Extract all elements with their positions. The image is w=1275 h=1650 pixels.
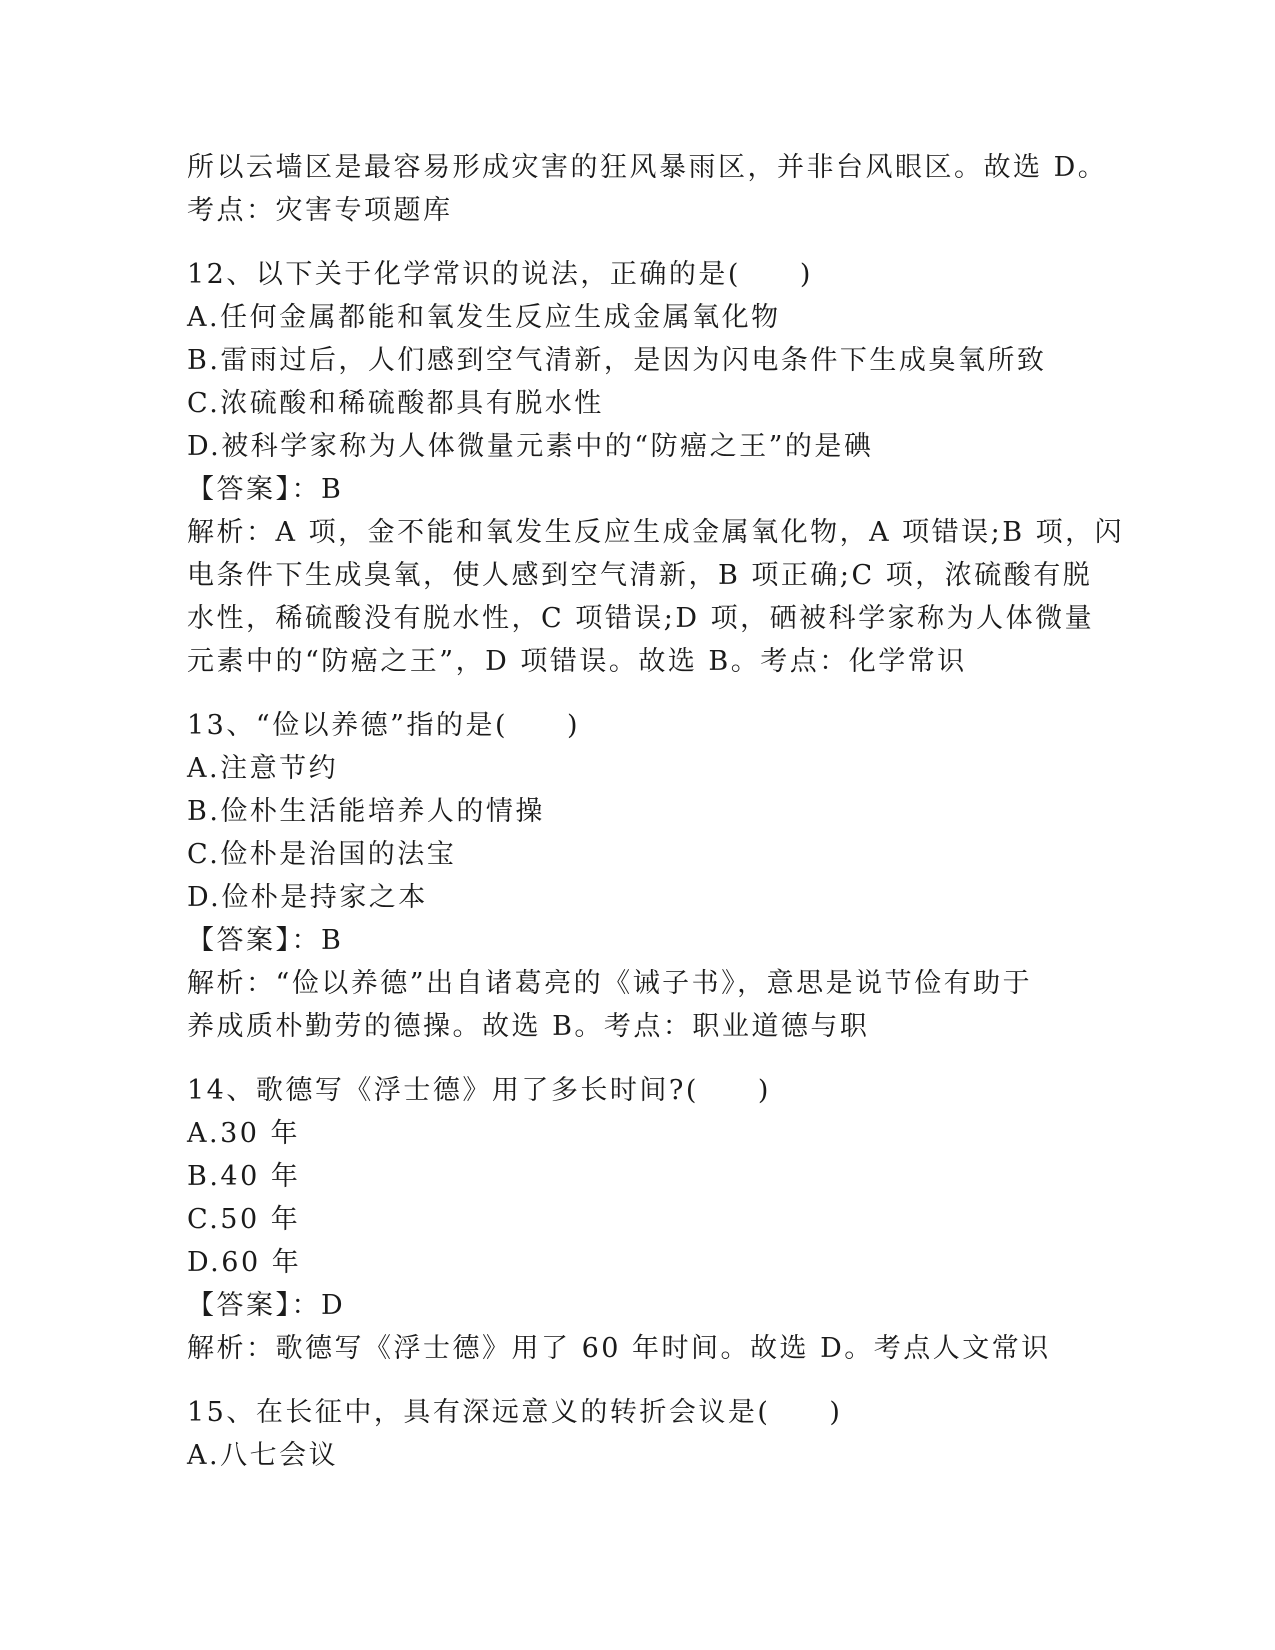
option-a: A.任何金属都能和氧发生反应生成金属氧化物 [187, 302, 781, 333]
question-text: 14、歌德写《浮士德》用了多长时间?( ) [187, 1075, 771, 1106]
option-a: A.八七会议 [187, 1440, 339, 1471]
intro-line: 所以云墙区是最容易形成灾害的狂风暴雨区，并非台风眼区。故选 D。 [187, 152, 1108, 183]
option-a: A.注意节约 [187, 753, 339, 784]
analysis-line: 养成质朴勤劳的德操。故选 B。考点：职业道德与职 [187, 1011, 870, 1042]
analysis-line: 解析：A 项，金不能和氧发生反应生成金属氧化物，A 项错误;B 项，闪 [187, 517, 1125, 548]
answer-line: 【答案】：B [187, 925, 344, 956]
intro-line: 考点：灾害专项题库 [187, 195, 453, 226]
intro-block [187, 146, 1108, 232]
analysis-line: 电条件下生成臭氧，使人感到空气清新，B 项正确;C 项，浓硫酸有脱 [187, 560, 1093, 591]
question-13 [187, 704, 1087, 1048]
answer-line: 【答案】：B [187, 474, 344, 505]
option-a: A.30 年 [187, 1118, 301, 1149]
question-14 [187, 1069, 1087, 1370]
option-b: B.40 年 [187, 1161, 301, 1192]
question-text: 12、以下关于化学常识的说法，正确的是( ) [187, 259, 813, 290]
option-b: B.雷雨过后，人们感到空气清新，是因为闪电条件下生成臭氧所致 [187, 345, 1047, 376]
question-12 [187, 253, 1125, 683]
option-d: D.60 年 [187, 1247, 302, 1278]
analysis-line: 水性，稀硫酸没有脱水性，C 项错误;D 项，硒被科学家称为人体微量 [187, 603, 1095, 634]
option-c: C.浓硫酸和稀硫酸都具有脱水性 [187, 388, 604, 419]
analysis-line: 元素中的“防癌之王”，D 项错误。故选 B。考点：化学常识 [187, 646, 967, 677]
option-c: C.俭朴是治国的法宝 [187, 839, 457, 870]
analysis-line: 解析：歌德写《浮士德》用了 60 年时间。故选 D。考点人文常识 [187, 1333, 1051, 1364]
option-d: D.被科学家称为人体微量元素中的“防癌之王”的是碘 [187, 431, 874, 462]
answer-line: 【答案】：D [187, 1290, 346, 1321]
option-c: C.50 年 [187, 1204, 301, 1235]
question-text: 13、“俭以养德”指的是( ) [187, 710, 581, 741]
question-15 [187, 1391, 1087, 1477]
analysis-line: 解析：“俭以养德”出自诸葛亮的《诫子书》，意思是说节俭有助于 [187, 968, 1033, 999]
document-page [187, 146, 1125, 1477]
option-d: D.俭朴是持家之本 [187, 882, 428, 913]
question-text: 15、在长征中，具有深远意义的转折会议是( ) [187, 1397, 843, 1428]
option-b: B.俭朴生活能培养人的情操 [187, 796, 545, 827]
